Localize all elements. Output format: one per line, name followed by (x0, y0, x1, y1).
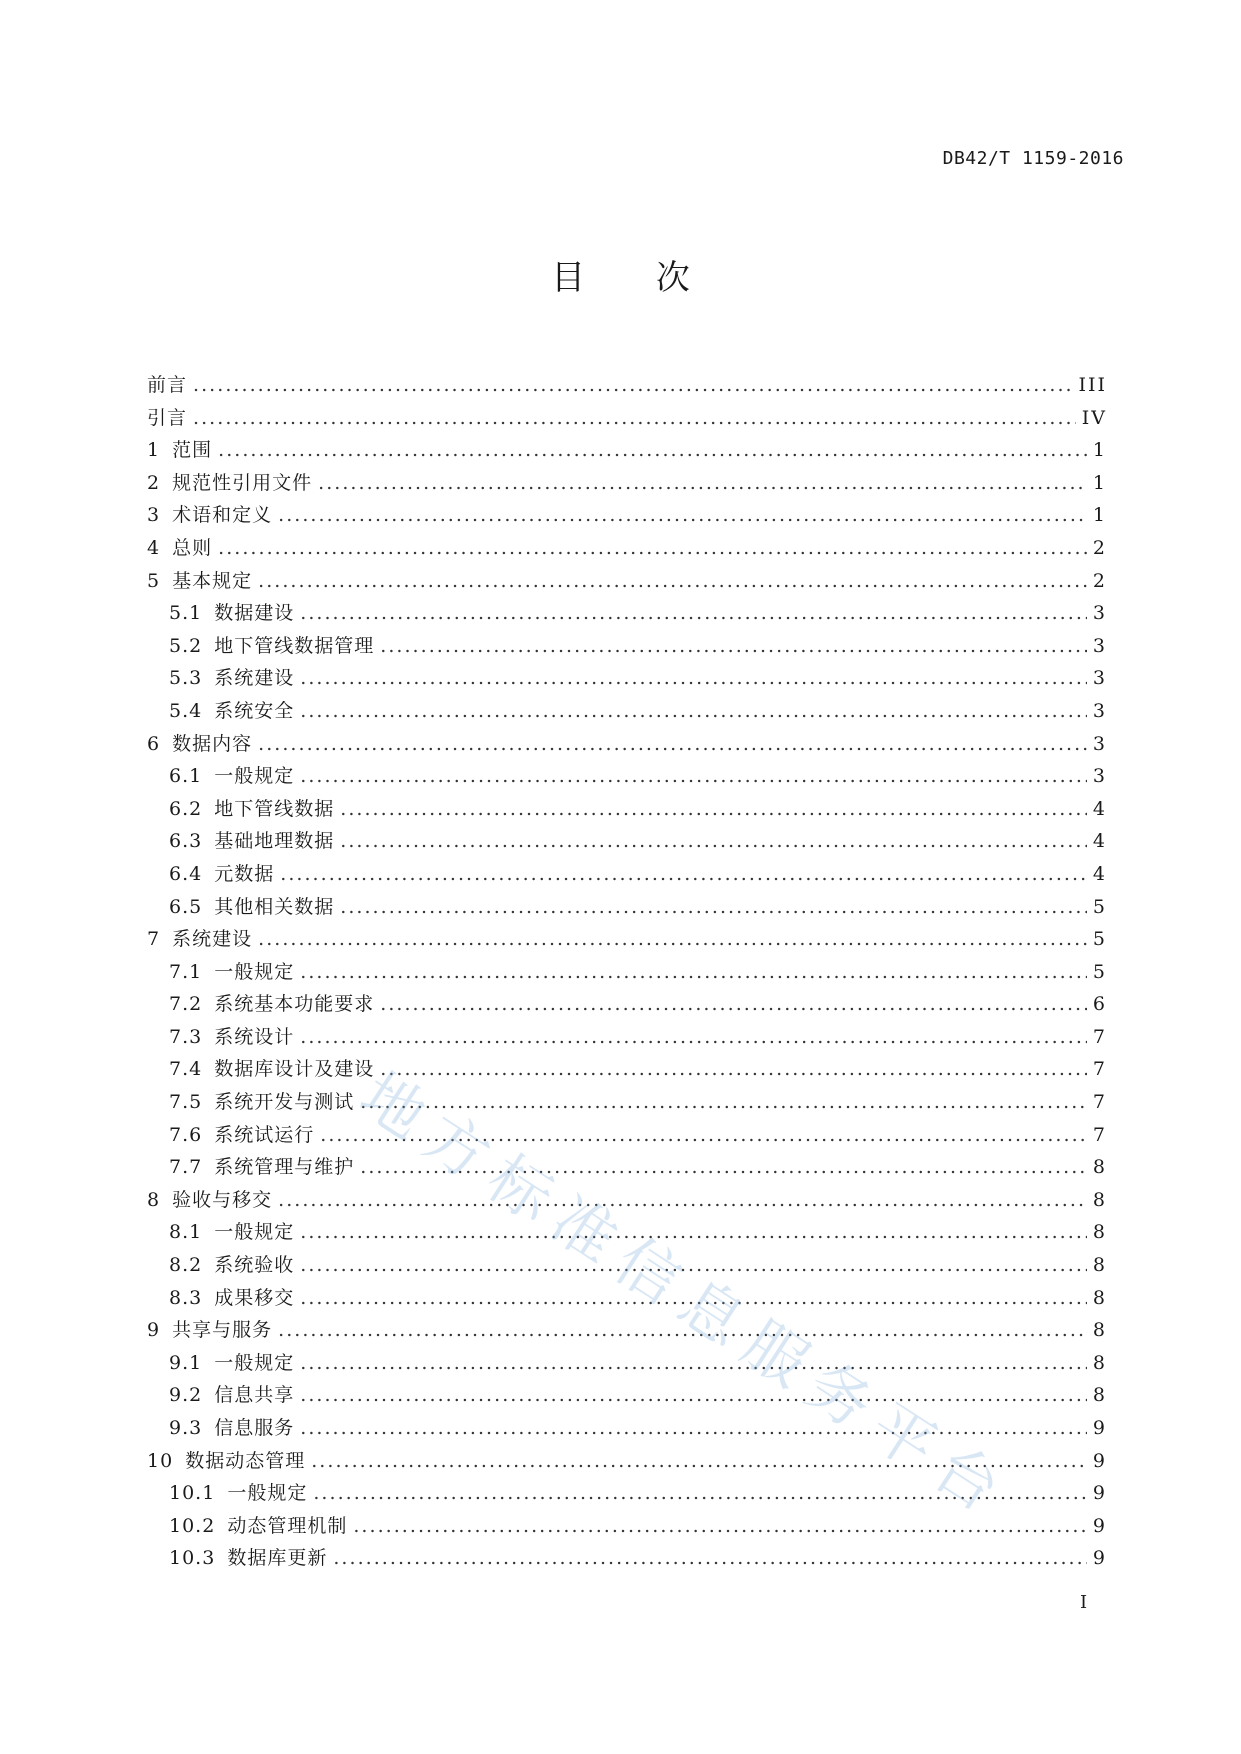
toc-entry-label: 规范性引用文件 (172, 471, 313, 494)
toc-entry-page: 3 (1092, 732, 1107, 755)
toc-entry-label: 地下管线数据 (214, 797, 335, 820)
toc-entry[interactable] (147, 1445, 1107, 1478)
toc-entry-number: 5.3 (169, 667, 203, 690)
toc-entry[interactable] (147, 1086, 1107, 1119)
toc-entry-label: 一般规定 (214, 765, 295, 788)
toc-entry-page: 3 (1092, 602, 1107, 625)
toc-entry[interactable] (147, 1216, 1107, 1249)
toc-entry-label: 地下管线数据管理 (214, 634, 375, 657)
toc-entry[interactable] (147, 597, 1107, 630)
toc-entry-page: 9 (1092, 1417, 1107, 1439)
dot-leader (193, 402, 1076, 435)
toc-entry-page: 7 (1092, 1058, 1107, 1081)
dot-leader (300, 1412, 1087, 1445)
toc-entry-label: 数据库更新 (227, 1547, 328, 1570)
dot-leader (353, 1510, 1087, 1543)
toc-entry[interactable] (147, 1510, 1107, 1543)
toc-entry[interactable] (147, 565, 1107, 598)
toc-entry-label: 信息共享 (214, 1384, 295, 1407)
toc-entry-number: 8.2 (169, 1254, 203, 1277)
dot-leader (300, 1021, 1087, 1054)
toc-entry-label: 共享与服务 (172, 1319, 273, 1342)
toc-entry[interactable] (147, 1379, 1107, 1412)
toc-entry[interactable] (147, 793, 1107, 826)
toc-entry[interactable] (147, 956, 1107, 989)
toc-entry[interactable] (147, 1249, 1107, 1282)
toc-entry-page: 8 (1092, 1188, 1107, 1211)
toc-entry-page: 6 (1092, 993, 1107, 1016)
dot-leader (320, 1119, 1087, 1152)
toc-entry-label: 一般规定 (214, 1351, 295, 1374)
toc-entry-label: 动态管理机制 (227, 1514, 348, 1537)
toc-entry[interactable] (147, 532, 1107, 565)
toc-entry-number: 6.2 (169, 797, 203, 820)
toc-entry-label: 范围 (172, 439, 213, 462)
toc-entry[interactable] (147, 467, 1107, 500)
toc-entry-label: 系统建设 (172, 928, 253, 951)
toc-entry-label: 其他相关数据 (214, 895, 335, 918)
toc-entry-number: 3 (147, 504, 161, 527)
dot-leader (300, 760, 1087, 793)
toc-entry-label: 系统验收 (214, 1254, 295, 1277)
toc-entry[interactable] (147, 369, 1107, 402)
toc-entry-label: 一般规定 (227, 1482, 308, 1505)
dot-leader (300, 1249, 1087, 1282)
toc-entry[interactable] (147, 1542, 1107, 1575)
toc-entry[interactable] (147, 1184, 1107, 1217)
toc-entry-label: 验收与移交 (172, 1188, 273, 1211)
toc-entry-page: 9 (1092, 1449, 1107, 1472)
toc-entry-page: 1 (1092, 471, 1107, 494)
toc-entry-label: 数据库设计及建设 (214, 1058, 375, 1081)
toc-entry-page: 9 (1092, 1482, 1107, 1505)
toc-entry-number: 2 (147, 471, 161, 494)
toc-entry[interactable] (147, 1477, 1107, 1510)
page-number: I (1080, 1592, 1088, 1613)
toc-entry-number: 6 (147, 732, 161, 755)
toc-entry-number: 9 (147, 1319, 161, 1342)
toc-entry-page: 3 (1092, 667, 1107, 690)
toc-entry-number: 7.5 (169, 1091, 203, 1114)
toc-entry-page: 8 (1092, 1384, 1107, 1407)
toc-entry-label: 信息服务 (214, 1417, 295, 1439)
toc-entry-number: 6.4 (169, 862, 203, 885)
toc-entry[interactable] (147, 988, 1107, 1021)
toc-entry-page: 4 (1092, 830, 1107, 853)
toc-entry-number: 9.2 (169, 1384, 203, 1407)
toc-entry-number: 7.4 (169, 1058, 203, 1081)
toc-entry-label: 数据建设 (214, 602, 295, 625)
toc-entry-number: 7.7 (169, 1156, 203, 1179)
toc-entry[interactable] (147, 695, 1107, 728)
toc-entry-label: 系统安全 (214, 699, 295, 722)
dot-leader (278, 1314, 1087, 1347)
dot-leader (300, 956, 1087, 989)
toc-entry[interactable] (147, 1053, 1107, 1086)
dot-leader (193, 369, 1072, 402)
toc-entry[interactable] (147, 728, 1107, 761)
dot-leader (300, 1379, 1087, 1412)
dot-leader (258, 728, 1087, 761)
dot-leader (360, 1086, 1087, 1119)
dot-leader (311, 1445, 1087, 1478)
toc-entry-label: 一般规定 (214, 1221, 295, 1244)
toc-entry-page: III (1078, 374, 1107, 396)
toc-entry[interactable] (147, 1412, 1107, 1445)
watermark: 地方标准信息服务平台 (347, 1058, 1025, 1534)
toc-entry-number: 5.4 (169, 699, 203, 722)
toc-entry-number: 7.3 (169, 1025, 203, 1048)
toc-entry-number: 7.6 (169, 1123, 203, 1146)
dot-leader (340, 891, 1087, 924)
toc-entry-page: 9 (1092, 1547, 1107, 1570)
toc-entry-label: 数据内容 (172, 732, 253, 755)
toc-entry[interactable] (147, 402, 1107, 435)
toc-entry-number: 7 (147, 928, 161, 951)
toc-entry-page: 9 (1092, 1514, 1107, 1537)
toc-entry-label: 系统基本功能要求 (214, 993, 375, 1016)
toc-entry-label: 系统管理与维护 (214, 1156, 355, 1179)
dot-leader (300, 1282, 1087, 1315)
toc-entry[interactable] (147, 760, 1107, 793)
toc-entry-page: IV (1081, 406, 1107, 429)
toc-entry-number: 5.1 (169, 602, 203, 625)
toc-entry-page: 4 (1092, 797, 1107, 820)
toc-entry-page: 1 (1092, 439, 1107, 462)
dot-leader (300, 597, 1087, 630)
dot-leader (218, 434, 1087, 467)
dot-leader (313, 1477, 1087, 1510)
toc-entry[interactable] (147, 825, 1107, 858)
dot-leader (300, 662, 1087, 695)
toc-entry-label: 一般规定 (214, 960, 295, 983)
toc-entry[interactable] (147, 434, 1107, 467)
toc-entry-number: 1 (147, 439, 161, 462)
dot-leader (318, 467, 1087, 500)
dot-leader (300, 1216, 1087, 1249)
toc-entry-label: 系统设计 (214, 1025, 295, 1048)
toc-entry[interactable] (147, 1282, 1107, 1315)
toc-entry[interactable] (147, 630, 1107, 663)
toc-entry-page: 7 (1092, 1025, 1107, 1048)
toc-entry[interactable] (147, 1151, 1107, 1184)
toc-entry[interactable] (147, 499, 1107, 532)
toc-entry[interactable] (147, 1119, 1107, 1152)
toc-entry-page: 8 (1092, 1156, 1107, 1179)
toc-entry-number: 4 (147, 536, 161, 559)
toc-entry-page: 4 (1092, 862, 1107, 885)
toc-entry-label: 引言 (147, 406, 188, 429)
toc-entry-page: 3 (1092, 699, 1107, 722)
dot-leader (258, 923, 1087, 956)
toc-entry[interactable] (147, 923, 1107, 956)
dot-leader (380, 1053, 1087, 1086)
toc-entry-number: 10.3 (169, 1547, 216, 1570)
dot-leader (280, 858, 1087, 891)
toc-entry-number: 6.1 (169, 765, 203, 788)
toc-entry-page: 8 (1092, 1286, 1107, 1309)
toc-entry-page: 8 (1092, 1221, 1107, 1244)
document-code: DB42/T 1159-2016 (942, 148, 1124, 169)
toc-entry-label: 元数据 (214, 862, 275, 885)
toc-entry-page: 8 (1092, 1319, 1107, 1342)
toc-entry-label: 前言 (147, 374, 188, 396)
toc-entry-label: 基本规定 (172, 569, 253, 592)
toc-entry-label: 基础地理数据 (214, 830, 335, 853)
toc-entry[interactable] (147, 858, 1107, 891)
toc-entry-label: 系统试运行 (214, 1123, 315, 1146)
toc-entry-number: 10 (147, 1449, 174, 1472)
toc-entry-label: 成果移交 (214, 1286, 295, 1309)
toc-entry-page: 3 (1092, 634, 1107, 657)
toc-entry-number: 5.2 (169, 634, 203, 657)
toc-entry[interactable] (147, 1314, 1107, 1347)
toc-entry-page: 5 (1092, 895, 1107, 918)
toc-entry-label: 数据动态管理 (185, 1449, 306, 1472)
toc-entry-page: 2 (1092, 536, 1107, 559)
dot-leader (333, 1542, 1087, 1575)
toc-entry-page: 7 (1092, 1123, 1107, 1146)
page-title: 目 次 (551, 258, 720, 298)
dot-leader (340, 793, 1087, 826)
toc-entry[interactable] (147, 1347, 1107, 1380)
toc-entry-page: 8 (1092, 1351, 1107, 1374)
toc-entry-number: 8.1 (169, 1221, 203, 1244)
dot-leader (300, 1347, 1087, 1380)
dot-leader (278, 499, 1087, 532)
toc-entry-label: 术语和定义 (172, 504, 273, 527)
toc-entry-label: 系统建设 (214, 667, 295, 690)
toc-entry-number: 7.1 (169, 960, 203, 983)
toc-entry-number: 9.3 (169, 1417, 203, 1439)
toc-entry-page: 7 (1092, 1091, 1107, 1114)
toc-entry-number: 6.5 (169, 895, 203, 918)
dot-leader (278, 1184, 1087, 1217)
toc-entry-number: 7.2 (169, 993, 203, 1016)
toc-entry-page: 8 (1092, 1254, 1107, 1277)
toc-entry-number: 5 (147, 569, 161, 592)
toc-entry-page: 5 (1092, 928, 1107, 951)
toc-entry-page: 1 (1092, 504, 1107, 527)
toc-entry-page: 5 (1092, 960, 1107, 983)
toc-entry-number: 8.3 (169, 1286, 203, 1309)
dot-leader (360, 1151, 1087, 1184)
dot-leader (380, 988, 1087, 1021)
toc-entry-label: 系统开发与测试 (214, 1091, 355, 1114)
toc-entry-page: 2 (1092, 569, 1107, 592)
dot-leader (380, 630, 1087, 663)
toc-entry-page: 3 (1092, 765, 1107, 788)
dot-leader (300, 695, 1087, 728)
toc-entry[interactable] (147, 891, 1107, 924)
toc-entry[interactable] (147, 1021, 1107, 1054)
toc-entry-number: 10.2 (169, 1514, 216, 1537)
table-of-contents (147, 369, 1107, 1575)
toc-entry-number: 8 (147, 1188, 161, 1211)
dot-leader (340, 825, 1087, 858)
toc-entry-number: 10.1 (169, 1482, 216, 1505)
dot-leader (218, 532, 1087, 565)
toc-entry-number: 6.3 (169, 830, 203, 853)
toc-entry-label: 总则 (172, 536, 213, 559)
toc-entry-number: 9.1 (169, 1351, 203, 1374)
dot-leader (258, 565, 1087, 598)
toc-entry[interactable] (147, 662, 1107, 695)
